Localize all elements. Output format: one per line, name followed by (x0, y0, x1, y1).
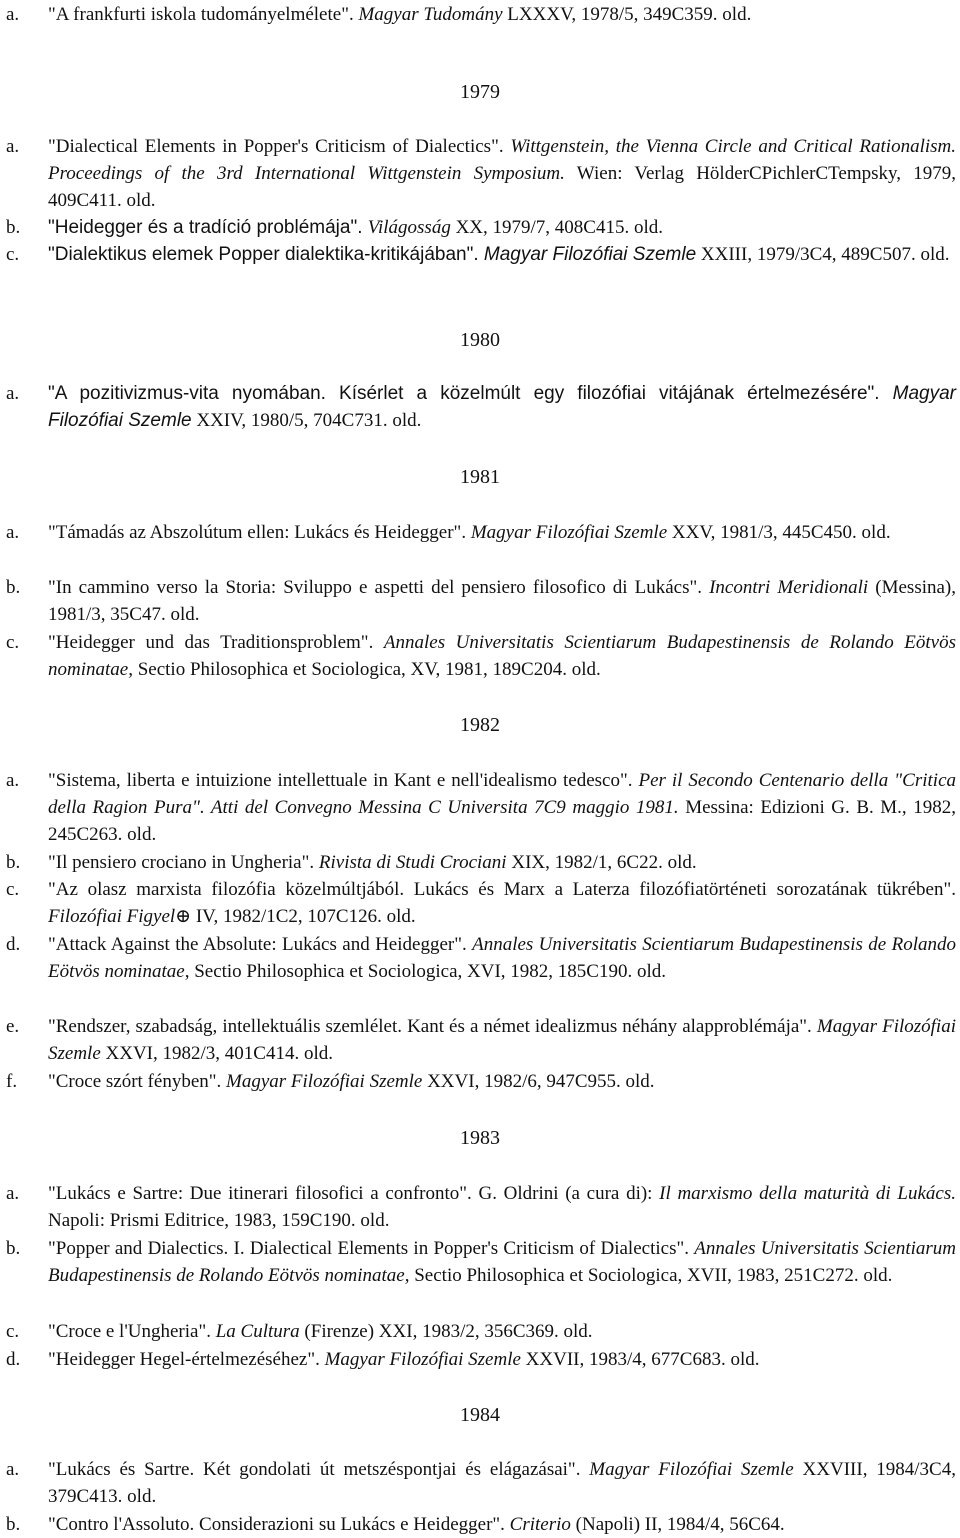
entry-title: "Dialektikus elemek Popper dialektika-kritikájában". (48, 244, 484, 265)
entry-details: XXVII, 1983/4, 677C683. old. (520, 1349, 760, 1370)
entry-journal: Annales Universitatis Scientiarum Budapestinensis de Rolando Eötvös nominatae (48, 934, 956, 982)
entry-1982-d (6, 931, 956, 985)
entry-1979-a (6, 133, 956, 214)
year-heading-1981: 1981 (460, 466, 500, 488)
entry-details: (Napoli) II, 1984/4, 56C64. (570, 1514, 785, 1535)
entry-label: a. (6, 770, 20, 791)
entry-journal: Magyar Filozófiai Szemle (324, 1349, 521, 1370)
entry-details: Messina: Edizioni G. B. M., 1982, 245C263. old. (48, 797, 956, 845)
entry-1984-a (6, 1456, 956, 1510)
entry-label: d. (6, 1349, 21, 1370)
entry-1982-b (6, 849, 956, 876)
entry-journal: Incontri Meridionali (709, 577, 869, 598)
entry-details: (Firenze) XXI, 1983/2, 356C369. old. (299, 1321, 593, 1342)
entry-1983-c (6, 1318, 956, 1345)
entry-1981-b (6, 574, 956, 628)
entry-journal: Criterio (509, 1514, 571, 1535)
entry-1979-b (6, 214, 956, 241)
entry-title: "Az olasz marxista filozófia közelmúltjából. Lukács és Marx a Laterza filozófiatörténeti sorozatának tükrében". (48, 879, 956, 900)
entry-label: a. (6, 383, 20, 404)
entry-1983-d (6, 1346, 956, 1373)
entry-text (48, 1318, 956, 1345)
entry-label: a. (6, 1459, 20, 1480)
entry-journal: Világosság (367, 217, 451, 238)
entry-title: "A pozitivizmus-vita nyomában. Kísérlet a közelmúlt egy filozófiai vitájának értelmezésére". (48, 383, 893, 404)
entry-details: XXV, 1981/3, 445C450. old. (667, 522, 891, 543)
entry-journal: Annales Universitatis Scientiarum Budapestinensis de Rolando Eötvös nominatae, (48, 632, 956, 680)
entry-label: c. (6, 879, 20, 900)
entry-details: Sectio Philosophica et Sociologica, XV, 1981, 189C204. old. (132, 659, 601, 680)
entry-1983-a (6, 1180, 956, 1234)
entry-details: LXXXV, 1978/5, 349C359. old. (502, 4, 752, 25)
entry-label: f. (6, 1071, 18, 1092)
entry-text (48, 849, 956, 876)
entry-title: "Attack Against the Absolute: Lukács and Heidegger". (48, 934, 473, 955)
entry-title: "Heidegger und das Traditionsproblem". (48, 632, 384, 653)
entry-text (48, 519, 956, 546)
entry-title: "Contro l'Assoluto. Considerazioni su Lukács e Heidegger". (48, 1514, 510, 1535)
entry-journal: Per il Secondo Centenario della "Critica della Ragion Pura". Atti del Convegno Messina C Universita 7C9 maggio 1981. (48, 770, 956, 818)
entry-label: b. (6, 217, 21, 238)
entry-title: "Croce szórt fényben". (48, 1071, 227, 1092)
entry-journal: Magyar Filozófiai Szemle (483, 244, 697, 265)
entry-text (48, 1511, 956, 1538)
entry-title: "Dialectical Elements in Popper's Criticism of Dialectics". (48, 136, 511, 157)
entry-label: b. (6, 852, 21, 873)
entry-text (48, 931, 956, 985)
entry-details: XXIII, 1979/3C4, 489C507. old. (696, 244, 950, 265)
entry-journal: Magyar Filozófiai Szemle (48, 383, 956, 431)
entry-1981-c (6, 629, 956, 683)
entry-text (48, 629, 956, 683)
entry-label: a. (6, 4, 20, 25)
entry-title: "Heidegger Hegel-értelmezéséhez". (48, 1349, 325, 1370)
entry-text (48, 380, 956, 434)
entry-label: c. (6, 632, 20, 653)
entry-title: "In cammino verso la Storia: Sviluppo e aspetti del pensiero filosofico di Lukács". (48, 577, 710, 598)
entry-text (48, 1180, 956, 1234)
entry-details: XXVIII, 1984/3C4, 379C413. old. (48, 1459, 956, 1507)
entry-title: "Popper and Dialectics. I. Dialectical Elements in Popper's Criticism of Dialectics". (48, 1238, 695, 1259)
entry-title: "Támadás az Abszolútum ellen: Lukács és Heidegger". (48, 522, 471, 543)
entry-1982-c (6, 876, 956, 930)
entry-title: "Sistema, liberta e intuizione intellettuale in Kant e nell'idealismo tedesco". (48, 770, 639, 791)
entry-text (48, 214, 956, 241)
entry-label: c. (6, 1321, 20, 1342)
entry-journal: Rivista di Studi Crociani (318, 852, 507, 873)
entry-label: b. (6, 1514, 21, 1535)
circle-plus-icon: ⊕ (175, 906, 192, 927)
entry-text (48, 1346, 956, 1373)
entry-journal: Filozófiai Figyel (48, 906, 176, 927)
entry-details: XXIV, 1980/5, 704C731. old. (191, 410, 422, 431)
entry-text (48, 876, 956, 930)
entry-details: , Sectio Philosophica et Sociologica, XVI, 1982, 185C190. old. (184, 961, 666, 982)
entry-text (48, 1068, 956, 1095)
entry-title: "Il pensiero crociano in Ungheria". (48, 852, 319, 873)
entry-title: "Rendszer, szabadság, intellektuális szemlélet. Kant és a német idealizmus néhány alapproblémája". (48, 1016, 817, 1037)
year-heading-1979: 1979 (460, 81, 500, 103)
entry-title: "A frankfurti iskola tudományelmélete". (48, 4, 359, 25)
entry-1984-b (6, 1511, 956, 1538)
entry-journal: Annales Universitatis Scientiarum Budapestinensis de Rolando Eötvös nominatae (48, 1238, 956, 1286)
entry-journal: Il marxismo della maturità di Lukács. (659, 1183, 956, 1204)
entry-journal: Magyar Filozófiai Szemle (48, 1016, 956, 1064)
entry-label: a. (6, 522, 20, 543)
entry-label: b. (6, 1238, 21, 1259)
entry-details: (Messina), 1981/3, 35C47. old. (48, 577, 957, 625)
entry-1982-e (6, 1013, 956, 1067)
entry-1981-a (6, 519, 956, 546)
year-heading-1980: 1980 (460, 329, 500, 351)
entry-text (48, 133, 956, 214)
entry-1983-b (6, 1235, 956, 1289)
entry-label: a. (6, 136, 20, 157)
entry-1982-a (6, 767, 956, 848)
entry-details: IV, 1982/1C2, 107C126. old. (191, 906, 416, 927)
entry-journal: Magyar Filozófiai Szemle (470, 522, 668, 543)
entry-title: "Croce e l'Ungheria". (48, 1321, 216, 1342)
entry-journal: Magyar Tudomány (358, 4, 503, 25)
entry-details: XIX, 1982/1, 6C22. old. (506, 852, 697, 873)
entry-title: "Lukács e Sartre: Due itinerari filosofici a confronto". G. Oldrini (a cura di): (48, 1183, 660, 1204)
entry-details: XX, 1979/7, 408C415. old. (450, 217, 664, 238)
entry-label: c. (6, 244, 20, 265)
entry-1978-a (6, 1, 956, 28)
entry-journal: Magyar Filozófiai Szemle (589, 1459, 794, 1480)
entry-label: b. (6, 577, 21, 598)
entry-1980-a (6, 380, 956, 434)
entry-title: "Lukács és Sartre. Két gondolati út metszéspontjai és elágazásai". (48, 1459, 590, 1480)
year-heading-1982: 1982 (460, 714, 500, 736)
entry-title: "Heidegger és a tradíció problémája". (48, 217, 368, 238)
entry-label: d. (6, 934, 21, 955)
year-heading-1984: 1984 (460, 1404, 500, 1426)
entry-1979-c (6, 241, 956, 268)
entry-1982-f (6, 1068, 956, 1095)
entry-journal: La Cultura (215, 1321, 300, 1342)
entry-text (48, 574, 956, 628)
entry-text (48, 1235, 956, 1289)
entry-journal: Wittgenstein, the Vienna Circle and Critical Rationalism. Proceedings of the 3rd International Wittgenstein Symposium. (48, 136, 956, 184)
entry-details: Napoli: Prismi Editrice, 1983, 159C190. old. (48, 1210, 390, 1231)
entry-label: e. (6, 1016, 20, 1037)
entry-label: a. (6, 1183, 20, 1204)
entry-text (48, 767, 956, 848)
entry-text (48, 241, 956, 268)
entry-text (48, 1013, 956, 1067)
entry-details: Wien: Verlag HölderCPichlerCTempsky, 1979, 409C411. old. (48, 163, 957, 211)
entry-text (48, 1, 956, 28)
entry-text (48, 1456, 956, 1510)
year-heading-1983: 1983 (460, 1127, 500, 1149)
entry-details: XXVI, 1982/6, 947C955. old. (422, 1071, 655, 1092)
entry-details: , Sectio Philosophica et Sociologica, XVII, 1983, 251C272. old. (404, 1265, 893, 1286)
entry-journal: Magyar Filozófiai Szemle (226, 1071, 423, 1092)
entry-details: XXVI, 1982/3, 401C414. old. (100, 1043, 333, 1064)
